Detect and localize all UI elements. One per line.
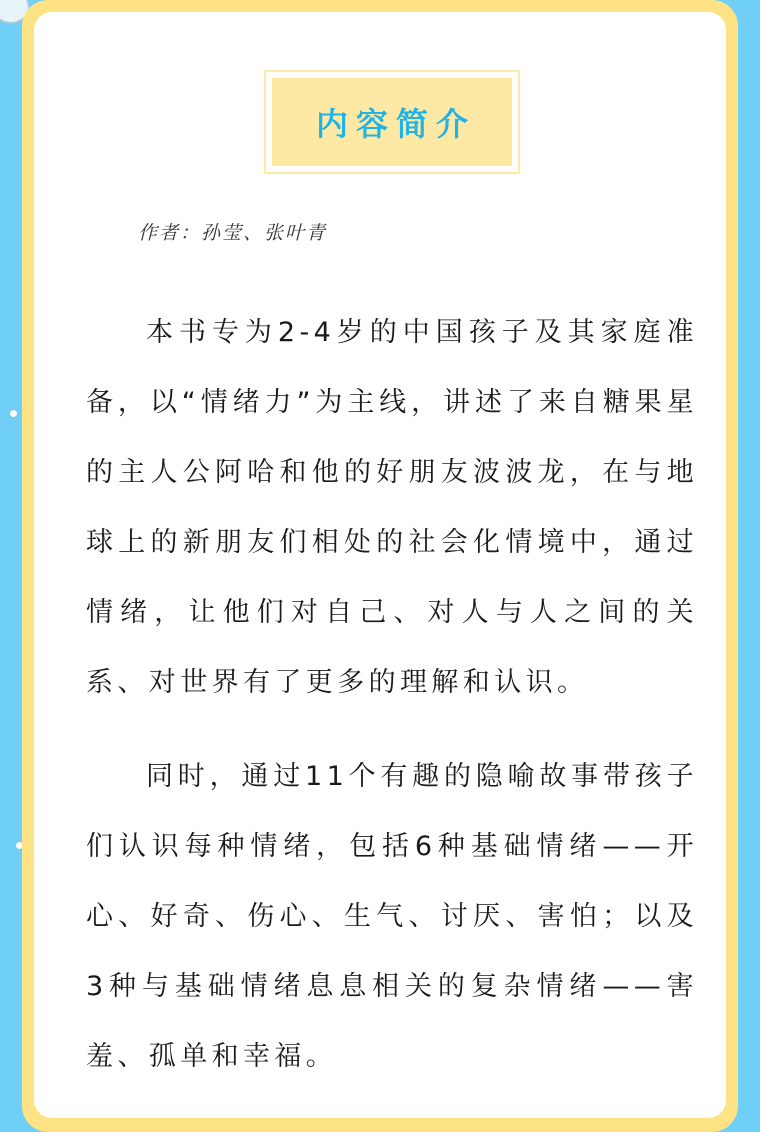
card-inner <box>34 12 726 1118</box>
intro-paragraph-2: 同时，通过11个有趣的隐喻故事带孩子们认识每种情绪，包括6种基础情绪——开心、好奇、伤心、生气、讨厌、害怕；以及3种与基础情绪息息相关的复杂情绪——害羞、孤单和幸福。 <box>86 761 698 1072</box>
intro-paragraph-1: 本书专为2-4岁的中国孩子及其家庭准备，以“情绪力”为主线，讲述了来自糖果星的主人公阿哈和他的好朋友波波龙，在与地球上的新朋友们相处的社会化情境中，通过情绪，让他们对自己、对人与人之间的关系、对世界有了更多的理解和认识。 <box>86 317 698 698</box>
title-box <box>272 78 512 166</box>
content-card <box>22 0 738 1132</box>
page-title: 内容简介 <box>315 105 476 143</box>
decorative-dot <box>10 410 17 417</box>
author-line: 作者：孙莹、张叶青 <box>138 222 328 244</box>
title-frame <box>264 70 520 174</box>
